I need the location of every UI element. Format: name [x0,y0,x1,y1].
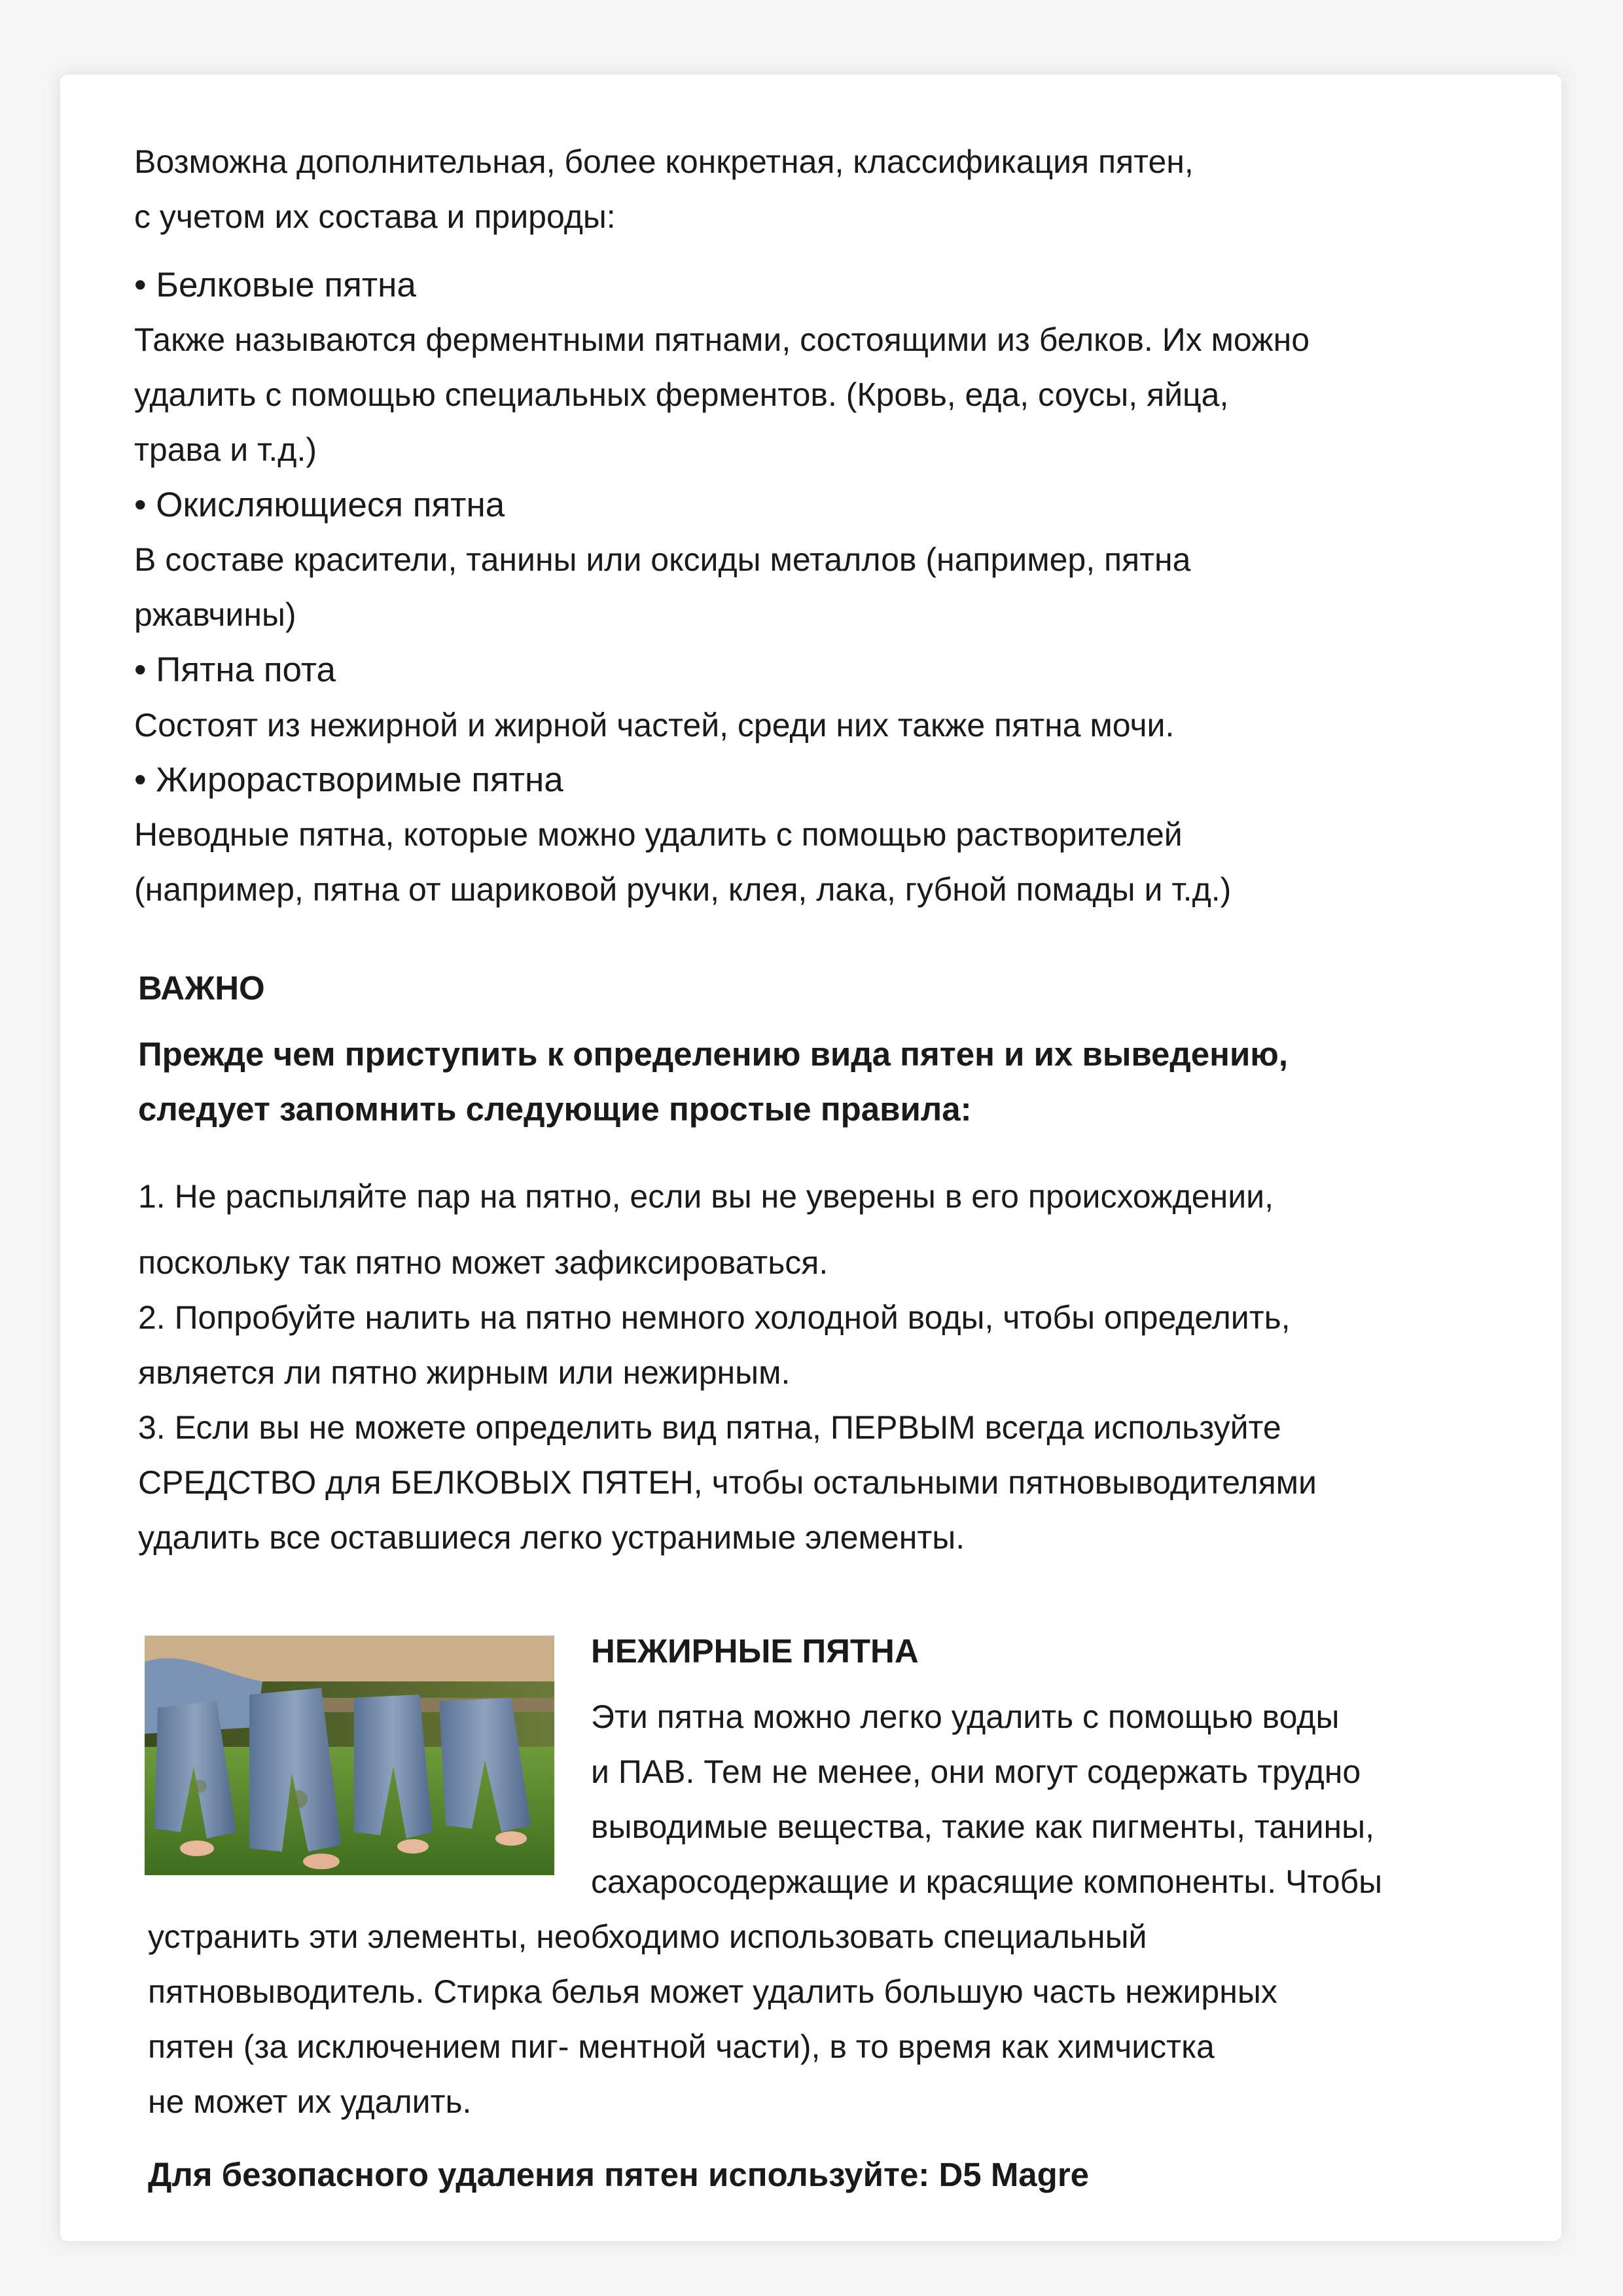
non-greasy-text: пятновыводитель. Стирка белья может удалить большую часть нежирных [148,1973,1277,2010]
non-greasy-heading: НЕЖИРНЫЕ ПЯТНА [591,1632,919,1670]
non-greasy-text: и ПАВ. Тем не менее, они могут содержать трудно [591,1753,1361,1790]
rule-line: 1. Не распыляйте пар на пятно, если вы не уверены в его происхождении, [138,1178,1274,1215]
rule-line: является ли пятно жирным или нежирным. [138,1354,791,1391]
rule-line: 3. Если вы не можете определить вид пятна, ПЕРВЫМ всегда используйте [138,1409,1281,1446]
category-text: удалить с помощью специальных ферментов. (Кровь, еда, соусы, яйца, [134,376,1229,413]
category-text: В составе красители, танины или оксиды металлов (например, пятна [134,541,1191,578]
category-text: трава и т.д.) [134,431,317,468]
important-subheading: Прежде чем приступить к определению вида пятен и их выведению, [138,1035,1289,1073]
non-greasy-text: Эти пятна можно легко удалить с помощью воды [591,1698,1340,1735]
category-title: • Окисляющиеся пятна [134,486,505,524]
important-heading: ВАЖНО [138,969,265,1007]
non-greasy-text: выводимые вещества, такие как пигменты, танины, [591,1808,1374,1845]
category-text: Неводные пятна, которые можно удалить с помощью растворителей [134,816,1183,853]
non-greasy-text: пятен (за исключением пиг- ментной части), в то время как химчистка [148,2028,1215,2065]
category-text: ржавчины) [134,596,296,633]
important-subheading: следует запомнить следующие простые правила: [138,1090,972,1128]
rule-line: поскольку так пятно может зафиксироваться. [138,1244,829,1281]
category-text: (например, пятна от шариковой ручки, клея, лака, губной помады и т.д.) [134,871,1232,908]
children-jeans-photo [145,1636,554,1875]
recommendation: Для безопасного удаления пятен используйте: D5 Magre [148,2156,1090,2193]
category-title: • Белковые пятна [134,266,416,304]
rule-line: СРЕДСТВО для БЕЛКОВЫХ ПЯТЕН, чтобы остальными пятновыводителями [138,1464,1317,1501]
category-title: • Жирорастворимые пятна [134,761,563,799]
rule-line: удалить все оставшиеся легко устранимые элементы. [138,1519,965,1556]
non-greasy-text: сахаросодержащие и красящие компоненты. Чтобы [591,1863,1383,1900]
intro-line: с учетом их состава и природы: [134,198,616,235]
intro-line: Возможна дополнительная, более конкретная, классификация пятен, [134,143,1194,180]
non-greasy-text: не может их удалить. [148,2083,472,2120]
non-greasy-text: устранить эти элементы, необходимо использовать специальный [148,1918,1147,1955]
category-text: Также называются ферментными пятнами, состоящими из белков. Их можно [134,321,1310,358]
rule-line: 2. Попробуйте налить на пятно немного холодной воды, чтобы определить, [138,1299,1291,1336]
category-text: Состоят из нежирной и жирной частей, среди них также пятна мочи. [134,707,1175,744]
category-title: • Пятна пота [134,651,336,689]
